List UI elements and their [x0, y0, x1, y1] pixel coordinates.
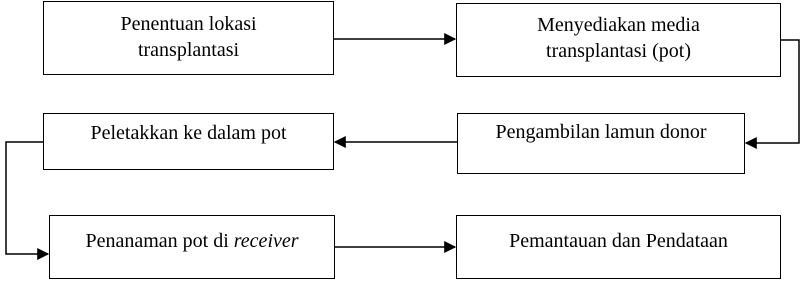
step-penanaman-pot-italic: receiver [233, 230, 299, 252]
step-penentuan-lokasi-line1: Penentuan lokasi [120, 13, 257, 35]
step-pengambilan-lamun-label: Pengambilan lamun donor [495, 121, 707, 143]
step-pemantauan-box [456, 215, 781, 279]
step-pemantauan-label: Pemantauan dan Pendataan [509, 230, 728, 252]
step-pengambilan-lamun-box [457, 113, 745, 174]
step-peletakkan-label: Peletakkan ke dalam pot [90, 122, 287, 144]
step-peletakkan-box [43, 113, 334, 170]
step-menyediakan-media-box [456, 3, 781, 77]
arrow-step3-to-step5 [6, 142, 48, 254]
step-penanaman-pot-label [85, 228, 298, 254]
step-menyediakan-media-line1: Menyediakan media [537, 14, 700, 36]
step-penanaman-pot-prefix: Penanaman pot di [85, 230, 234, 252]
step-penentuan-lokasi-box [43, 1, 334, 75]
step-penentuan-lokasi-line2: transplantasi [137, 39, 240, 61]
step-menyediakan-media-line2: transplantasi (pot) [546, 40, 691, 62]
step-penanaman-pot-box [49, 215, 335, 279]
